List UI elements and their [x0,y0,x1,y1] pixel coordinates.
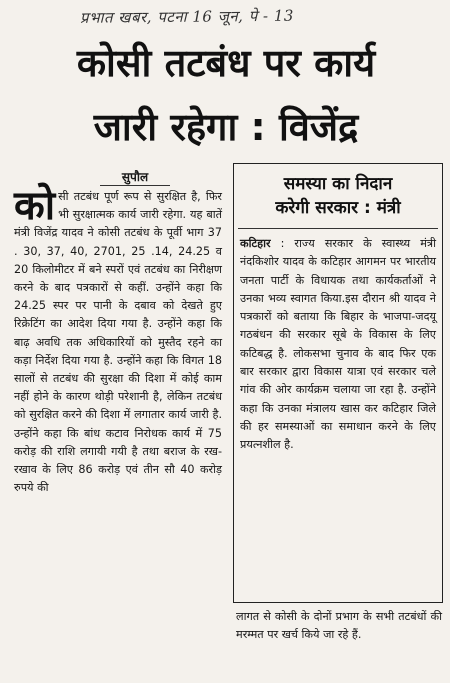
sidebar-place: कटिहार [240,237,271,250]
sidebar-title-line-1: समस्या का निदान [283,174,393,194]
dropcap: को [14,183,56,229]
sidebar-title [240,172,436,220]
dateline: सुपौल [100,168,170,186]
sidebar-article-box [233,163,443,603]
main-article-text: सी तटबंध पूर्ण रूप से सुरक्षित है, फिर भी सुरक्षात्मक कार्य जारी रहेगा. यह बातें मंत्री विजेंद्र यादव ने कोसी तटबंध के पूर्वी भाग 37 . 30, 37, 40, 2701, 25 .14, 24.25 व 20 किलोमीटर में बने स्परों एवं तटबंध का निरीक्षण करने के बाद पत्रकारों से कहीं. उन्होंने कहा कि 24.25 स्पर पर पानी के दबाव को देखते हुए रिक्रेटिंग का आदेश दिया गया है. उन्होंने कहा कि बाढ़ अवधि तक अधिकारियों को मुस्तैद रहने का कड़ा निर्देश दिया गया है. उन्होंने कहा कि विगत 18 सालों से तटबंध की सुरक्षा की दिशा में कोई काम नहीं होने के कारण थोड़ी परेशानी है, लेकिन तटबंध को सुरक्षित करने की दिशा में लगातार कार्य जारी है. उन्होंने कहा कि बांध कटाव निरोधक कार्य में 75 करोड़ की राशि लगायी गयी है तथा बराज के रख-रखाव के लिए 86 करोड़ एवं तीन सौ 40 करोड़ रुपये की [14,190,222,495]
headline-line-1: कोसी तटबंध पर कार्य [76,41,376,85]
main-article-continuation: लागत से कोसी के दोनों प्रभाग के सभी तटबंधों की मरम्मत पर खर्च किये जा रहे हैं. [236,610,442,642]
sidebar-divider [238,228,438,229]
headline-line-2: जारी रहेगा : विजेंद्र [93,105,359,149]
sidebar-title-line-2: करेगी सरकार : मंत्री [275,198,401,218]
sidebar-article-text: : राज्य सरकार के स्वास्थ्य मंत्री नंदकिशोर यादव के कटिहार आगमन पर भारतीय जनता पार्टी के विधायक तथा कार्यकर्ताओं ने उनका भव्य स्वागत किया.इस दौरान श्री यादव ने पत्रकारों को बताया कि बिहार के भाजपा-जदयू गठबंधन की सरकार सूबे के विकास के लिए कटिबद्ध है. लोकसभा चुनाव के बाद फिर एक बार सरकार द्वारा विकास यात्रा एवं सरकार चले गांव की ओर कार्यक्रम चलाया जा रहा है. उन्होंने कहा कि उनका मंत्रालय खास कर कटिहार जिले की हर समस्याओं का समाधान करने के लिए प्रयत्नशील है. [240,237,436,452]
handwritten-source-note: प्रभात खबर, पटना 16 जून, पे - 13 [79,6,294,27]
main-article-body [14,183,222,497]
sidebar-article-body [240,235,436,455]
